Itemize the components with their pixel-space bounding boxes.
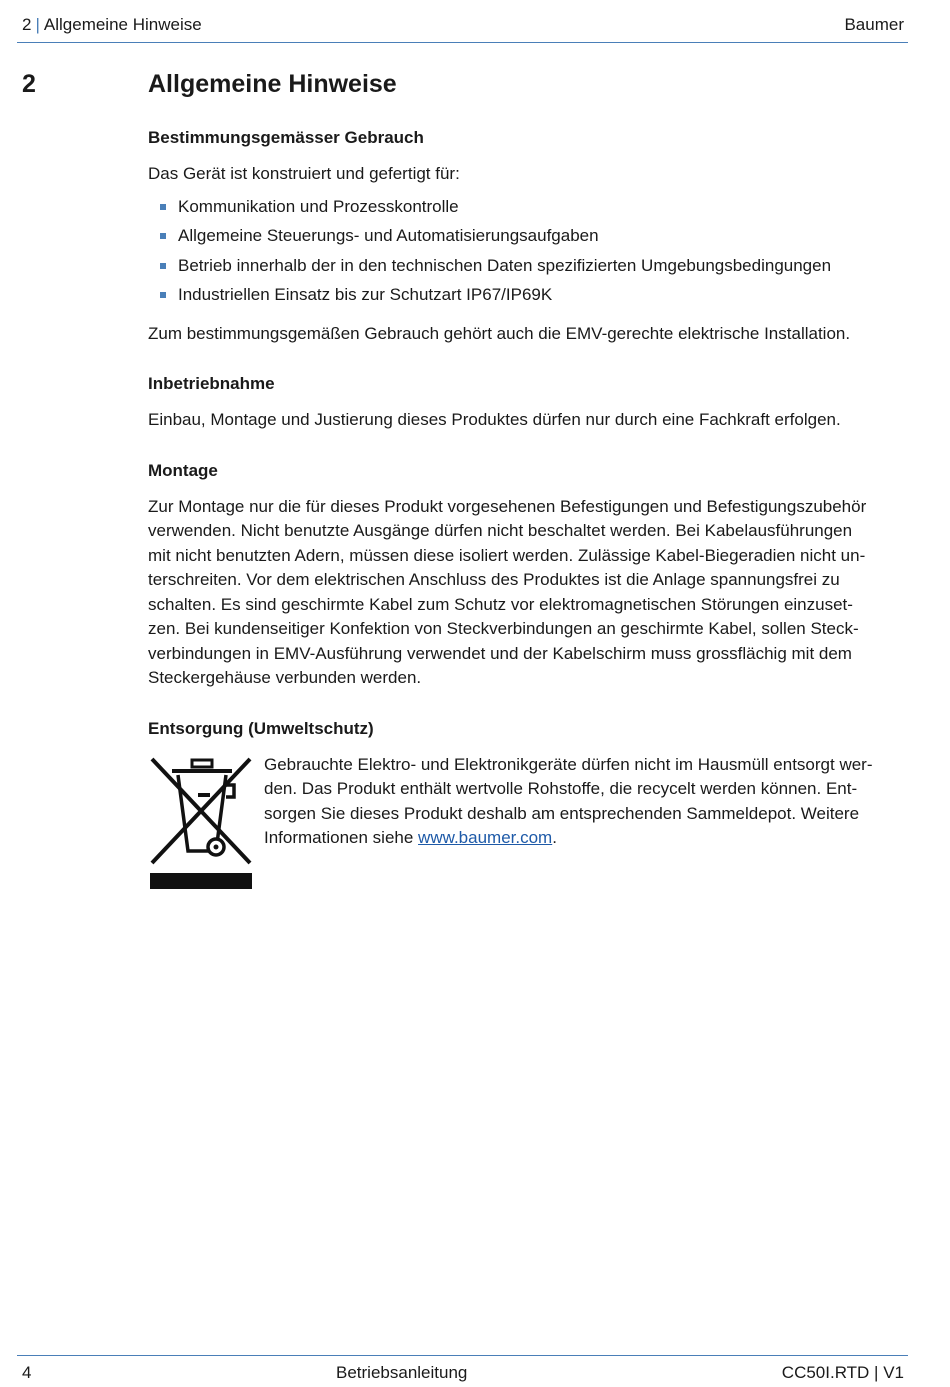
header-chapter-number: 2 bbox=[22, 15, 32, 34]
section-usage bbox=[148, 126, 906, 346]
section-heading: Bestimmungsgemässer Gebrauch bbox=[148, 128, 424, 147]
header-separator: | bbox=[35, 15, 40, 34]
page-number: 4 bbox=[22, 1363, 32, 1382]
footer-doc-id: CC50I.RTD | V1 bbox=[781, 1363, 904, 1382]
disposal-text: Gebrauchte Elektro- und Elektronikgeräte dürfen nicht im Hausmüll entsorgt wer- den. Das Produkt enthält wertvolle Rohstoffe, die recycelt werden können. Ent- sorgen Sie dieses Produkt deshalb am entsprechenden Sammeldepot. Weitere Informationen siehe www.baumer.com. bbox=[264, 754, 873, 847]
mounting-text: Zur Montage nur die für dieses Produkt vorgesehenen Befestigungen und Befestigungszubehör verwenden. Nicht benutzte Ausgänge dürfen nicht beschaltet werden. Bei Kabelausführungen mit nicht benutzten Adern, müssen diese isoliert werden. Zulässige Kabel-Biegeradien nicht un- terschreiten. Vor dem elektrischen Anschluss des Produktes ist die Anlage spannungsfrei zu schalten. Es sind geschirmte Kabel zum Schutz vor elektromagnetischen Störungen einzuset- zen. Bei kundenseitiger Konfektion von Steckverbindungen an geschirmte Kabel, sollen Steck- verbindungen in EMV-Ausführung verwendet und der Kabelschirm muss grossflächig mit dem Steckergehäuse verbunden werden. bbox=[148, 496, 867, 687]
usage-outro: Zum bestimmungsgemäßen Gebrauch gehört auch die EMV-gerechte elektrische Installation. bbox=[148, 323, 851, 343]
page-content bbox=[148, 126, 906, 851]
bullet-square-icon bbox=[160, 233, 166, 239]
chapter-number: 2 bbox=[22, 70, 36, 98]
commissioning-text: Einbau, Montage und Justierung dieses Produktes dürfen nur durch eine Fachkraft erfolgen. bbox=[148, 410, 841, 429]
list-item: Kommunikation und Prozesskontrolle bbox=[148, 192, 906, 222]
footer-doc-type: Betriebsanleitung bbox=[336, 1363, 468, 1382]
list-item: Industriellen Einsatz bis zur Schutzart IP67/IP69K bbox=[148, 280, 906, 310]
usage-list bbox=[148, 192, 906, 310]
list-item: Betrieb innerhalb der in den technischen Daten spezifizierten Umgebungsbedingungen bbox=[148, 251, 906, 281]
usage-intro: Das Gerät ist konstruiert und gefertigt für: bbox=[148, 164, 460, 183]
running-header bbox=[22, 15, 202, 35]
footer-rule bbox=[17, 1355, 908, 1356]
disposal-block bbox=[148, 753, 906, 851]
section-heading: Inbetriebnahme bbox=[148, 374, 275, 393]
bullet-square-icon bbox=[160, 292, 166, 298]
header-chapter-title: Allgemeine Hinweise bbox=[43, 15, 202, 34]
header-brand: Baumer bbox=[844, 15, 904, 34]
baumer-website-link[interactable]: www.baumer.com bbox=[418, 828, 553, 847]
bullet-square-icon bbox=[160, 263, 166, 269]
chapter-title: Allgemeine Hinweise bbox=[148, 70, 397, 98]
section-commissioning bbox=[148, 372, 906, 433]
list-item: Allgemeine Steuerungs- und Automatisierungsaufgaben bbox=[148, 221, 906, 251]
header-rule bbox=[17, 42, 908, 43]
weee-crossed-bin-icon bbox=[148, 755, 254, 891]
section-mounting bbox=[148, 459, 906, 691]
section-heading: Montage bbox=[148, 460, 218, 480]
section-disposal bbox=[148, 717, 906, 851]
section-heading: Entsorgung (Umweltschutz) bbox=[148, 718, 374, 738]
bullet-square-icon bbox=[160, 204, 166, 210]
